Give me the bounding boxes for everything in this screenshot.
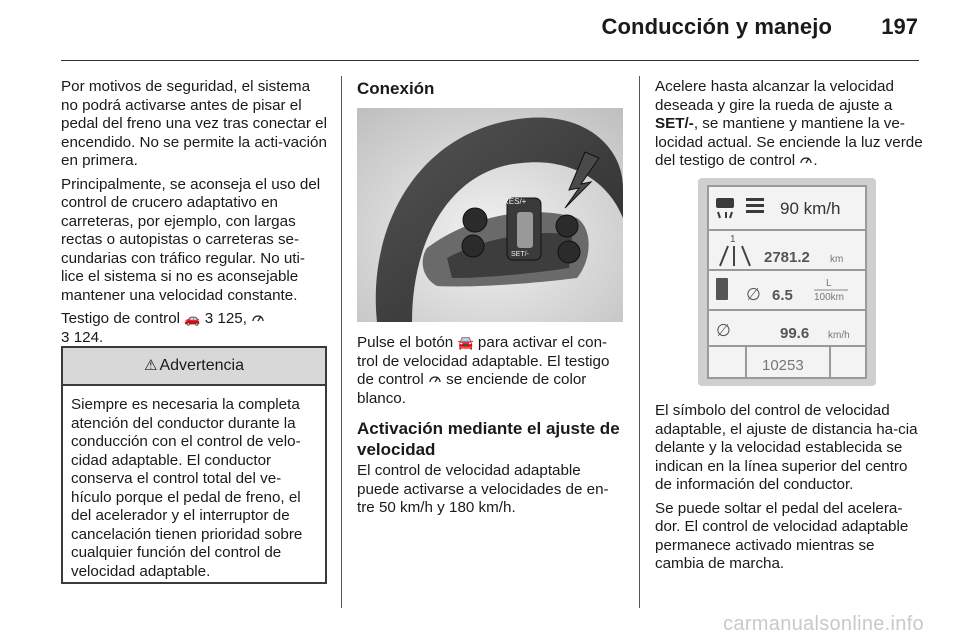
paragraph-press-button: Pulse el botón 🚘 para activar el con-trol de velocidad adaptable. El testigo de control se enciende de color blanco.: [357, 334, 610, 407]
display-consumption-unit-top: L: [826, 278, 832, 289]
paragraph-control-lamp: Testigo de control 🚗 3 125, 3 124.: [61, 310, 327, 347]
driver-information-display: [698, 178, 876, 386]
column-2: [357, 78, 625, 101]
header-divider: [61, 60, 919, 61]
paragraph-usage: Principalmente, se aconseja el uso del control de crucero adaptativo en carreteras, por ejemplo, con largas rectas o autopistas o carreteras se-cundarias con tráfico regular. No uti-lice el sistema si no es aconsejable mantener una velocidad constante.: [61, 175, 321, 304]
wheel-label-res: RES/+: [503, 197, 527, 206]
section-heading-activation: Activación mediante el ajuste de velocidad: [357, 419, 620, 459]
column-3: [655, 78, 923, 176]
fuel-pump-icon: [716, 278, 728, 300]
column-divider-1: [341, 76, 342, 608]
warning-text: Siempre es necesaria la completa atención del conductor durante la conducción con el control de velo-cidad adaptable. El conductor conserva el control total del ve-hículo porque el pedal de freno, el del acelerador y el interruptor de cancelación tienen prioridad sobre cualquier función del control de velocidad adaptable.: [71, 396, 303, 580]
cruise-control-icon: [428, 371, 442, 390]
paragraph-speed-range: El control de velocidad adaptable puede activarse a velocidades de en-tre 50 km/h y 180 km/h.: [357, 462, 609, 516]
warning-box: [61, 346, 327, 584]
page-title: Conducción y manejo: [601, 14, 832, 39]
reference-arrow-icon: 3: [61, 328, 70, 346]
adaptive-cruise-icon: 🚘: [457, 335, 474, 350]
distance-bars-icon: [746, 198, 764, 213]
average-symbol-icon: ∅: [746, 285, 761, 305]
cruise-control-icon: [799, 152, 813, 171]
display-range-unit: km: [830, 254, 844, 265]
wheel-label-set: SET/-: [511, 251, 529, 258]
average-symbol-icon: ∅: [716, 321, 731, 341]
paragraph-display-symbol: El símbolo del control de velocidad adaptable, el ajuste de distancia ha-cia delante y la velocidad establecida se indican en la línea superior del centro de información del conductor.: [655, 402, 918, 493]
reference-arrow-icon: 3: [204, 310, 214, 327]
column-3-text: [655, 402, 923, 579]
display-gear: 1: [730, 234, 736, 245]
warning-title: Advertencia: [159, 357, 244, 374]
watermark: carmanualsonline.info: [723, 613, 924, 635]
display-avg-speed: 99.6: [780, 325, 810, 342]
paragraph-release-pedal: Se puede soltar el pedal del acelera-dor. El control de velocidad adaptable permanece activado mientras se cambia de marcha.: [655, 499, 909, 572]
display-avg-speed-unit: km/h: [828, 330, 850, 341]
page-number: 197: [881, 14, 918, 39]
display-odometer: 10253: [762, 357, 804, 374]
car-icon: 🚗: [184, 311, 201, 326]
steering-wheel-image: [357, 108, 623, 322]
column-divider-2: [639, 76, 640, 608]
display-speed: 90 km/h: [780, 199, 841, 218]
column-2-text: [357, 334, 625, 523]
warning-header: [63, 348, 325, 386]
cruise-control-icon: [251, 310, 265, 329]
display-consumption: 6.5: [772, 287, 793, 304]
display-consumption-unit-bottom: 100km: [814, 292, 845, 303]
section-heading-connection: Conexión: [357, 79, 435, 98]
paragraph-safety: Por motivos de seguridad, el sistema no podrá activarse antes de pisar el pedal del freno una vez tras conectar el encendido. No se permite la acti-vación en primera.: [61, 78, 327, 169]
column-1: [61, 78, 327, 352]
warning-triangle-icon: ⚠: [144, 357, 158, 374]
display-range: 2781.2: [764, 249, 810, 266]
adaptive-cruise-icon: [716, 198, 734, 218]
paragraph-accelerate: Acelere hasta alcanzar la velocidad deseada y gire la rueda de ajuste a SET/-, se mantiene y mantiene la ve-locidad actual. Se enciende la luz verde del testigo de control .: [655, 78, 923, 169]
